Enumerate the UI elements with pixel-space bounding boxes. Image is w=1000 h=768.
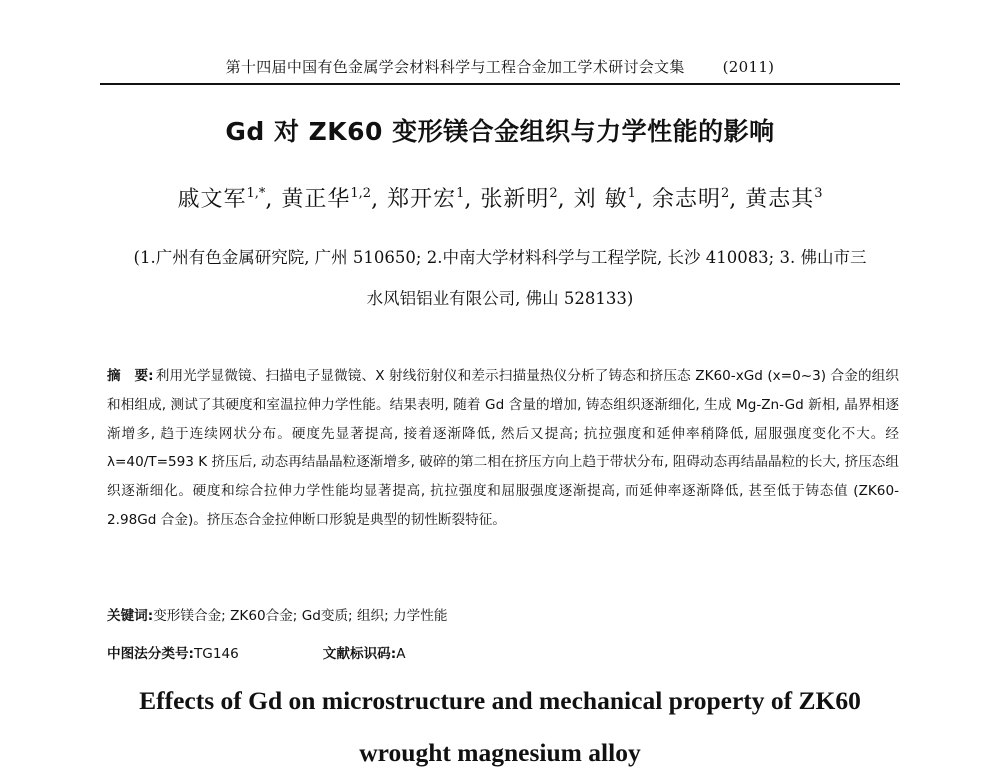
abstract-label: 摘 要: xyxy=(107,368,154,384)
running-header xyxy=(100,56,900,77)
author-affiliation-mark: 2 xyxy=(720,186,730,201)
author-name: 戚文军 xyxy=(177,187,247,212)
author-affiliation-mark: 1,* xyxy=(246,186,266,201)
author-affiliation-mark: 3 xyxy=(814,186,823,201)
keywords-label: 关键词: xyxy=(107,608,154,624)
keywords xyxy=(107,602,899,631)
conference-year: (2011) xyxy=(722,58,775,76)
author-separator: , xyxy=(265,187,282,212)
paper-title-cn: Gd 对 ZK60 变形镁合金组织与力学性能的影响 xyxy=(225,117,775,146)
header-rule xyxy=(100,83,900,85)
clc-label: 中图法分类号: xyxy=(107,646,194,662)
paper-title-en-line-2: wrought magnesium alloy xyxy=(359,738,641,767)
author-separator: , xyxy=(464,187,481,212)
clc-value: TG146 xyxy=(194,646,239,662)
conference-name: 第十四届中国有色金属学会材料科学与工程合金加工学术研讨会文集 xyxy=(225,58,685,76)
author-name: 黄正华 xyxy=(281,187,351,212)
author-name: 刘 敏 xyxy=(573,187,628,212)
author-name: 张新明 xyxy=(480,187,550,212)
affiliation-line-2: 水风铝铝业有限公司, 佛山 528133) xyxy=(366,289,634,308)
classification-line xyxy=(107,640,899,669)
author-name: 余志明 xyxy=(651,187,721,212)
author-separator: , xyxy=(557,187,574,212)
author-list xyxy=(0,182,1000,213)
author-separator: , xyxy=(635,187,652,212)
author-affiliation-mark: 1 xyxy=(456,186,465,201)
author-separator: , xyxy=(371,187,388,212)
abstract xyxy=(107,362,899,535)
author-affiliation-mark: 2 xyxy=(549,186,558,201)
keywords-text: 变形镁合金; ZK60合金; Gd变质; 组织; 力学性能 xyxy=(153,608,448,624)
doc-code-value: A xyxy=(396,646,406,662)
author-separator: , xyxy=(729,187,746,212)
affiliation-line-1: (1.广州有色金属研究院, 广州 510650; 2.中南大学材料科学与工程学院, 长沙 410083; 3. 佛山市三 xyxy=(133,248,867,267)
author-name: 郑开宏 xyxy=(387,187,457,212)
abstract-text: 利用光学显微镜、扫描电子显微镜、X 射线衍射仪和差示扫描量热仪分析了铸态和挤压态 ZK60-xGd (x=0~3) 合金的组织和相组成, 测试了其硬度和室温拉伸力学性能。结果表明, 随着 Gd 含量的增加, 铸态组织逐渐细化, 生成 Mg-Zn-Gd 新相, 晶界相逐渐增多, 趋于连续网状分布。硬度先显著提高, 接着逐渐降低, 然后又提高; 抗拉强度和延伸率稍降低, 屈服强度变化不大。经λ=40/T=593 K 挤压后, 动态再结晶晶粒逐渐增多, 破碎的第二相在挤压方向上趋于带状分布, 阻碍动态再结晶晶粒的长大, 挤压态组织逐渐细化。硬度和综合拉伸力学性能均显著提高, 抗拉强度和屈服强度逐渐提高, 而延伸率逐渐降低, 甚至低于铸态值 (ZK60-2.98Gd 合金)。挤压态合金拉伸断口形貌是典型的韧性断裂特征。 xyxy=(107,368,900,528)
author-affiliation-mark: 1 xyxy=(627,186,636,201)
paper-title-en-line-1: Effects of Gd on microstructure and mechanical property of ZK60 xyxy=(139,686,861,715)
doc-code-label: 文献标识码: xyxy=(322,646,397,662)
author-name: 黄志其 xyxy=(745,187,815,212)
author-affiliation-mark: 1,2 xyxy=(350,186,372,201)
